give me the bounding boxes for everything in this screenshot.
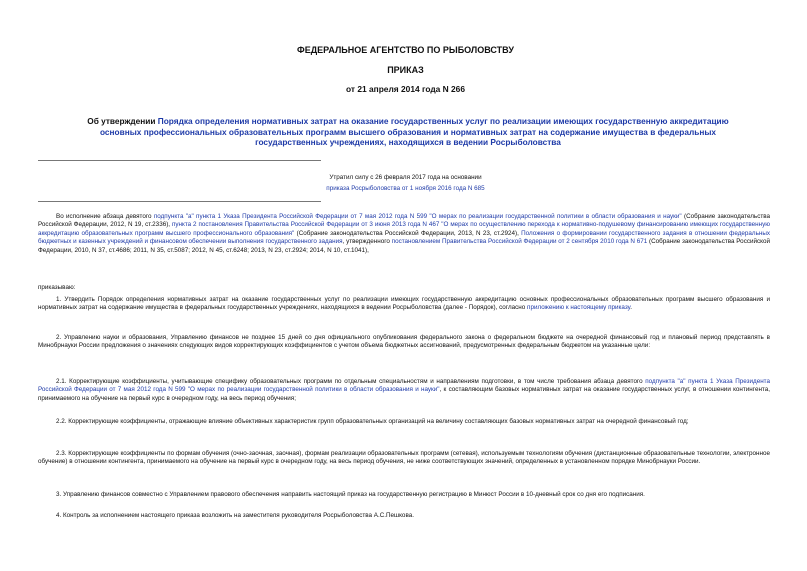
preamble-link-resolution-467[interactable]: пункта 2 постановления Правительства Российской Федерации от 3 июня 2013 года N 467 "О мерах по осуществлению перехода к нормативно-подушевому финансированию имеющих государственную аккредитацию образовательных программ высшего профессионального образования" bbox=[38, 221, 771, 237]
status-line: Утратил силу с 26 февраля 2017 года на основании bbox=[329, 174, 482, 181]
decree-link[interactable]: подпункта "а" пункта 1 Указа Президента Российской Федерации от 7 мая 2012 года N 599 "О мерах по реализации государственной политики в области образования и науки" bbox=[38, 378, 770, 394]
doc-date: от 21 апреля 2014 года N 266 bbox=[346, 84, 465, 94]
status-link[interactable]: приказа Росрыболовства от 1 ноября 2016 года N 685 bbox=[326, 185, 485, 193]
paragraph-text: 3. Управлению финансов совместно с Управлением правового обеспечения направить настоящий приказ на государственную регистрацию в Минюст России в 10-дневный срок со дня его подписания. bbox=[56, 491, 645, 498]
paragraph-3 bbox=[38, 491, 770, 499]
divider-bottom bbox=[38, 201, 321, 202]
preamble-text: (Собрание законодательства Российской Федерации, 2013, N 23, ст.2924), bbox=[294, 229, 522, 237]
paragraph-2-3 bbox=[38, 450, 770, 467]
status-block bbox=[38, 174, 773, 194]
title-prefix: Об утверждении bbox=[87, 116, 158, 126]
preamble-text: , утвержденного bbox=[342, 238, 392, 246]
preamble-link-resolution-671[interactable]: постановлением Правительства Российской Федерации от 2 сентября 2010 года N 671 bbox=[391, 238, 648, 246]
preamble-link-regulation[interactable]: Положения о формировании государственного задания в отношении федеральных бюджетных и казенных учреждений и финансовом обеспечении выполнения государственного задания bbox=[38, 229, 771, 246]
doc-type-heading: ПРИКАЗ bbox=[387, 65, 424, 75]
preamble-text: (Собрание законодательства Российской Федерации, 2012, N 19, ст.2336), bbox=[38, 213, 771, 229]
paragraph-text: 2.3. Корректирующие коэффициенты по формам обучения (очно-заочная, заочная), формам реализации образовательных программ (сетевая), используемым технологиям обучения (дистанционные образовательные технологии, электронное обучение) в отношении контингента, принимаемого на обучение на первый курс в очередном году, на весь период обучения, не ниже соответствующих значений, определенных в установленном порядке Минобрнауки России. bbox=[38, 450, 770, 466]
paragraph-text: 1. Утвердить Порядок определения нормативных затрат на оказание государственных услуг по реализации имеющих государственную аккредитацию основных профессиональных образовательных программ высшего образования и нормативных затрат на содержание имущества в федеральных государственных учреждениях, находящихся в ведении Росрыболовства (далее - Порядок), согласно bbox=[38, 296, 770, 312]
divider-top bbox=[38, 160, 321, 161]
title-link[interactable]: Порядка определения нормативных затрат на оказание государственных услуг по реализации имеющих государственную аккредитацию основных профессиональных образовательных программ высшего образования и нормативных затрат на содержание имущества в федеральных государственных учреждениях, находящихся в ведении Росрыболовства bbox=[99, 116, 729, 147]
paragraph-2-2 bbox=[38, 418, 770, 426]
paragraph-2 bbox=[38, 334, 770, 351]
paragraph-text: . bbox=[630, 304, 632, 312]
preamble-paragraph bbox=[38, 213, 770, 255]
paragraph-text: 2.1. Корректирующие коэффициенты, учитывающие специфику образовательных программ по отдельным специальностям и направлениям подготовки, в том числе требования абзаца девятого bbox=[56, 378, 646, 385]
paragraph-4 bbox=[38, 512, 770, 520]
paragraph-1 bbox=[38, 296, 770, 313]
preamble-link-decree[interactable]: подпункта "а" пункта 1 Указа Президента Российской Федерации от 7 мая 2012 года N 599 "О мерах по реализации государственной политики в области образования и науки" bbox=[153, 213, 682, 220]
preamble-text: (Собрание законодательства Российской Федерации, 2010, N 37, ст.4686; 2011, N 35, ст.5087; 2012, N 45, ст.6248; 2013, N 23, ст.2924; 2014, N 10, ст.1041), bbox=[38, 238, 771, 254]
paragraph-text: 4. Контроль за исполнением настоящего приказа возложить на заместителя руководителя Росрыболовства А.С.Пешкова. bbox=[56, 512, 414, 519]
preamble-text: Во исполнение абзаца девятого bbox=[56, 213, 154, 220]
appendix-link[interactable]: приложению к настоящему приказу bbox=[527, 304, 631, 312]
paragraph-text: 2. Управлению науки и образования, Управлению финансов не позднее 15 дней со дня официального опубликования федерального закона о федеральном бюджете на очередной финансовый год и плановый период представлять в Минобрнауки России предложения о значениях следующих видов корректирующих коэффициентов с учетом объема бюджетных ассигнований, предусмотренных федеральным бюджетом на указанные цели: bbox=[38, 334, 770, 350]
document-title bbox=[68, 116, 748, 148]
paragraph-text: 2.2. Корректирующие коэффициенты, отражающие влияние объективных характеристик групп образовательных организаций на величину составляющих базовых нормативных затрат на очередной финансовый год; bbox=[56, 418, 689, 425]
order-word: приказываю: bbox=[38, 284, 76, 291]
paragraph-2-1 bbox=[38, 378, 770, 403]
agency-heading: ФЕДЕРАЛЬНОЕ АГЕНТСТВО ПО РЫБОЛОВСТВУ bbox=[297, 45, 514, 55]
paragraph-text: , к составляющим базовых нормативных затрат на оказание государственных услуг, в отношении контингента, принимаемого на обучение на первый курс в очередном году, на весь период обучения; bbox=[38, 386, 770, 402]
